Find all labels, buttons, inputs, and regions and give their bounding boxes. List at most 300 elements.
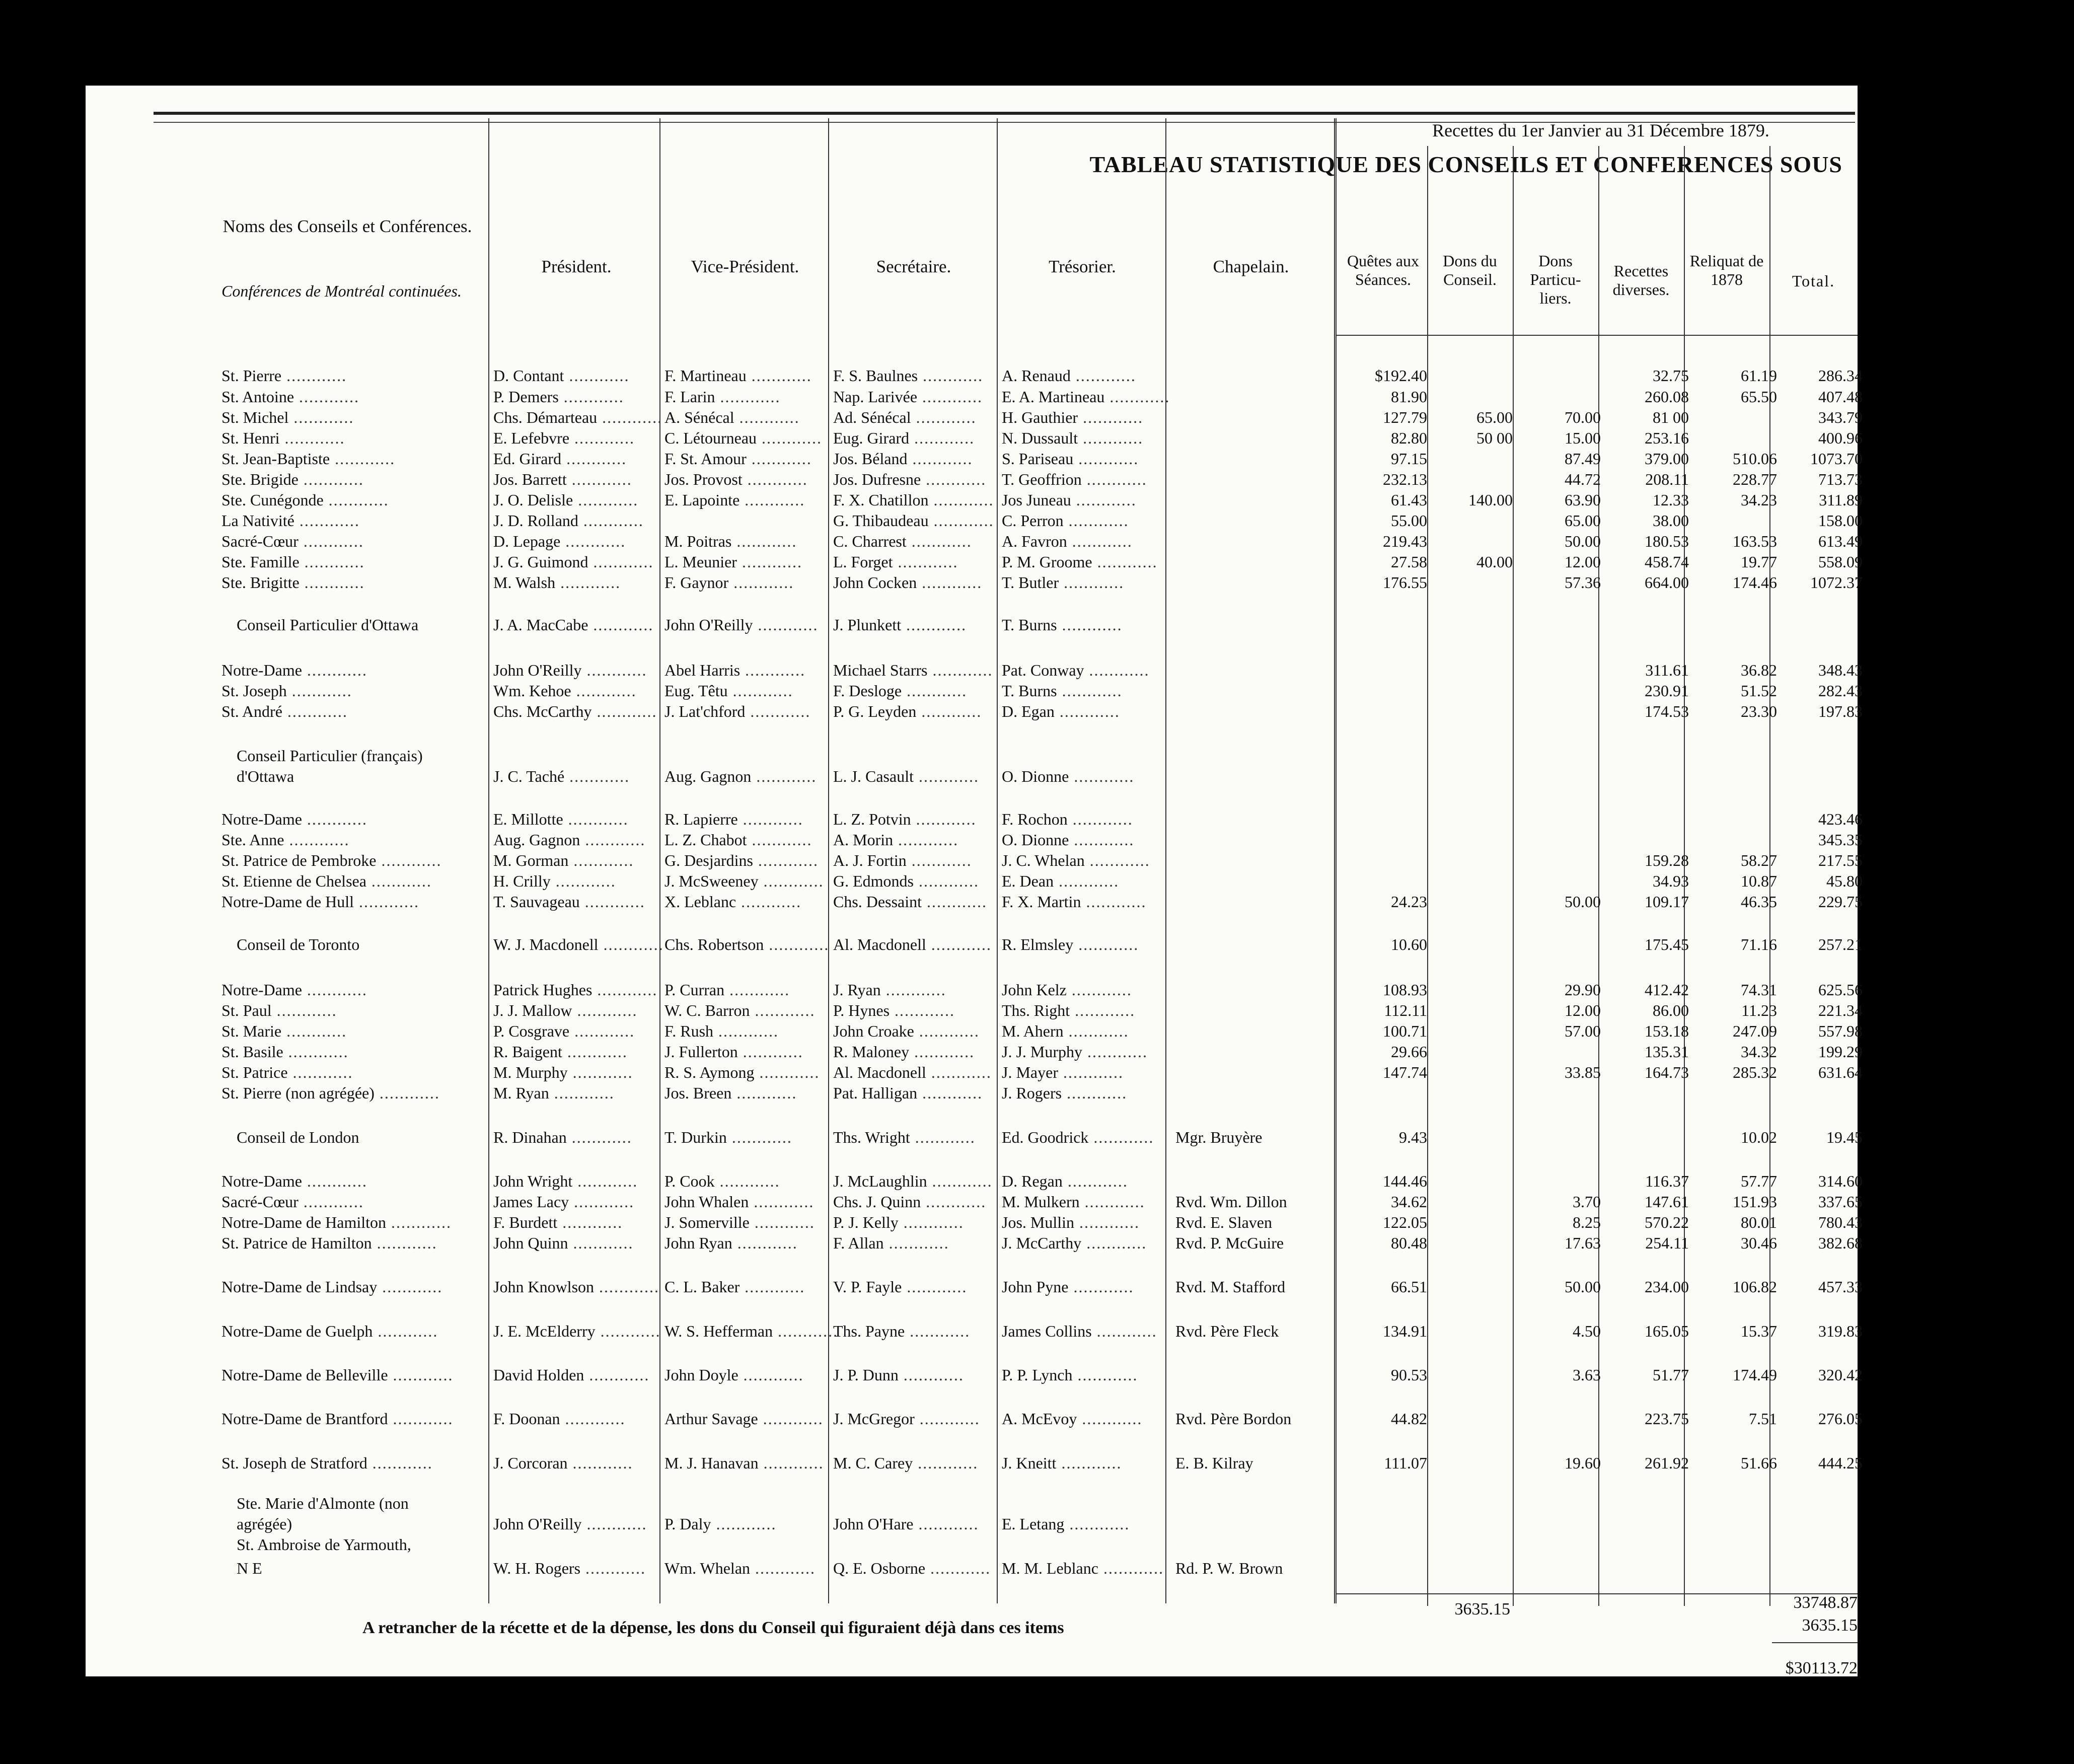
cell-r: 34.93 bbox=[1653, 872, 1689, 890]
cell-p: 57.00 bbox=[1565, 1022, 1601, 1040]
cell-l: 7.51 bbox=[1749, 1410, 1777, 1428]
cell-sec: Ad. Sénécal ............ bbox=[833, 408, 977, 426]
leader-dots: ............ bbox=[746, 366, 812, 385]
leader-dots: ............ bbox=[287, 1063, 353, 1081]
leader-dots: ............ bbox=[1062, 1172, 1128, 1190]
leader-dots: ............ bbox=[738, 1366, 804, 1384]
leader-dots: ............ bbox=[1104, 388, 1170, 406]
cell-q: 147.74 bbox=[1383, 1063, 1427, 1081]
cell-sec: L. Z. Potvin ............ bbox=[833, 810, 977, 828]
cell-name: Notre-Dame ............ bbox=[221, 810, 367, 828]
table-row bbox=[151, 448, 1863, 469]
leader-dots: ............ bbox=[569, 429, 635, 447]
cell-vp: F. Gaynor ............ bbox=[664, 573, 794, 592]
leader-dots: ............ bbox=[580, 831, 646, 849]
cell-l: 15.37 bbox=[1741, 1322, 1777, 1340]
cell-pres: J. Corcoran ............ bbox=[493, 1454, 633, 1472]
cell-tre: Pat. Conway ............ bbox=[1002, 661, 1150, 679]
leader-dots: ............ bbox=[1057, 616, 1123, 634]
leader-dots: ............ bbox=[751, 767, 817, 785]
leader-dots: ............ bbox=[736, 553, 802, 571]
cell-name: St. Patrice ............ bbox=[221, 1063, 353, 1081]
cell-tre: J. C. Whelan ............ bbox=[1002, 851, 1150, 869]
leader-dots: ............ bbox=[758, 1454, 824, 1472]
cell-sec: P. G. Leyden ............ bbox=[833, 702, 982, 720]
cell-q: 134.91 bbox=[1383, 1322, 1427, 1340]
leader-dots: ............ bbox=[584, 1366, 650, 1384]
cell-pres: D. Lepage ............ bbox=[493, 532, 626, 550]
table-row bbox=[151, 1408, 1863, 1429]
leader-dots: ............ bbox=[909, 1043, 975, 1061]
leader-dots: ............ bbox=[913, 767, 979, 785]
leader-dots: ............ bbox=[734, 408, 800, 426]
leader-dots: ............ bbox=[1084, 851, 1150, 869]
cell-sec: J. P. Dunn ............ bbox=[833, 1366, 964, 1384]
cell-r: 51.77 bbox=[1653, 1366, 1689, 1384]
cell-t: 625.56 bbox=[1818, 981, 1863, 999]
cell-tre: M. M. Leblanc ............ bbox=[1002, 1559, 1164, 1577]
cell-t: 197.83 bbox=[1818, 702, 1863, 720]
cell-sec: J. McGregor ............ bbox=[833, 1410, 980, 1428]
cell-name: St. Henri ............ bbox=[221, 429, 345, 447]
cell-t: 337.65 bbox=[1818, 1193, 1863, 1211]
cell-name: Notre-Dame de Hull ............ bbox=[221, 893, 420, 911]
leader-dots: ............ bbox=[388, 1410, 454, 1428]
leader-dots: ............ bbox=[568, 1234, 634, 1252]
cell-t: 400.96 bbox=[1818, 429, 1863, 447]
leader-dots: ............ bbox=[567, 1454, 633, 1472]
cell-name: Ste. Marie d'Almonte (non bbox=[237, 1494, 409, 1512]
leader-dots: ............ bbox=[726, 1128, 792, 1146]
cell-l: 51.66 bbox=[1741, 1454, 1777, 1472]
leader-dots: ............ bbox=[294, 388, 360, 406]
cell-name: St. Patrice de Hamilton ............ bbox=[221, 1234, 437, 1252]
cell-pres: David Holden ............ bbox=[493, 1366, 650, 1384]
cell-tre: O. Dionne ............ bbox=[1002, 767, 1135, 785]
cell-t: 444.25 bbox=[1818, 1454, 1863, 1472]
cell-t: 311.89 bbox=[1819, 491, 1863, 509]
leader-dots: ............ bbox=[569, 1022, 635, 1040]
cell-sec: C. Charrest ............ bbox=[833, 532, 972, 550]
table-row bbox=[151, 1082, 1863, 1104]
cell-l: 65.50 bbox=[1741, 388, 1777, 406]
cell-t: 343.79 bbox=[1818, 408, 1863, 426]
cell-pres: M. Gorman ............ bbox=[493, 851, 634, 869]
cell-p: 70.00 bbox=[1565, 408, 1601, 426]
cell-sec: Chs. J. Quinn ............ bbox=[833, 1193, 987, 1211]
table-row bbox=[151, 766, 1863, 787]
cell-tre: Ed. Goodrick ............ bbox=[1002, 1128, 1154, 1146]
cell-tre: T. Burns ............ bbox=[1002, 682, 1123, 700]
leader-dots: ............ bbox=[1091, 1322, 1157, 1340]
cell-l: 247.09 bbox=[1733, 1022, 1777, 1040]
cell-r: 311.61 bbox=[1645, 661, 1689, 679]
cell-t: 282.43 bbox=[1818, 682, 1863, 700]
leader-dots: ............ bbox=[1062, 1084, 1128, 1102]
header-quetes: Quêtes aux Séances. bbox=[1347, 252, 1420, 288]
cell-sec: Al. Macdonell ............ bbox=[833, 1063, 992, 1081]
cell-t: 631.64 bbox=[1818, 1063, 1863, 1081]
cell-t: 1073.70 bbox=[1810, 450, 1863, 468]
leader-dots: ............ bbox=[572, 1001, 638, 1019]
cell-l: 74.31 bbox=[1741, 981, 1777, 999]
table-row bbox=[151, 1534, 1863, 1555]
cell-vp: W. S. Hefferman ............ bbox=[664, 1322, 839, 1340]
cell-pres: Patrick Hughes ............ bbox=[493, 981, 658, 999]
leader-dots: ............ bbox=[742, 470, 808, 488]
table-row bbox=[151, 891, 1863, 912]
leader-dots: ............ bbox=[732, 1234, 798, 1252]
cell-pres: H. Crilly ............ bbox=[493, 872, 616, 890]
cell-tre: D. Egan ............ bbox=[1002, 702, 1120, 720]
cell-r: 230.91 bbox=[1645, 682, 1689, 700]
leader-dots: ............ bbox=[916, 702, 982, 720]
leader-dots: ............ bbox=[302, 981, 367, 999]
leader-dots: ............ bbox=[902, 682, 968, 700]
cell-pres: J. A. MacCabe ............ bbox=[493, 616, 654, 634]
deduction-total: 3635.15 bbox=[1802, 1616, 1858, 1635]
cell-name: Notre-Dame ............ bbox=[221, 981, 367, 999]
leader-dots: ............ bbox=[1064, 1515, 1130, 1533]
leader-dots: ............ bbox=[921, 1193, 987, 1211]
cell-q: 10.60 bbox=[1391, 935, 1427, 953]
header-secretaire: Secrétaire. bbox=[876, 257, 951, 276]
leader-dots: ............ bbox=[566, 470, 632, 488]
cell-d: 140.00 bbox=[1468, 491, 1513, 509]
leader-dots: ............ bbox=[569, 1193, 635, 1211]
cell-sec: F. Allan ............ bbox=[833, 1234, 949, 1252]
leader-dots: ............ bbox=[758, 872, 824, 890]
cell-p: 3.70 bbox=[1573, 1193, 1601, 1211]
cell-q: 80.48 bbox=[1391, 1234, 1427, 1252]
table-row bbox=[151, 572, 1863, 593]
cell-vp: L. Meunier ............ bbox=[664, 553, 802, 571]
leader-dots: ............ bbox=[286, 682, 352, 700]
cell-p: 33.85 bbox=[1565, 1063, 1601, 1081]
leader-dots: ............ bbox=[302, 661, 367, 679]
cell-vp: R. Lapierre ............ bbox=[664, 810, 803, 828]
cell-r: 81 00 bbox=[1653, 408, 1689, 426]
leader-dots: ............ bbox=[902, 1278, 968, 1296]
leader-dots: ............ bbox=[595, 1322, 661, 1340]
cell-vp: F. Larin ............ bbox=[664, 388, 781, 406]
table-row bbox=[151, 1041, 1863, 1062]
leader-dots: ............ bbox=[928, 511, 994, 530]
cell-name: Notre-Dame de Brantford ............ bbox=[221, 1410, 454, 1428]
cell-name: N E bbox=[237, 1559, 262, 1577]
cell-r: 175.45 bbox=[1645, 935, 1689, 953]
cell-sec: F. S. Baulnes ............ bbox=[833, 366, 984, 385]
leader-dots: ............ bbox=[388, 1366, 454, 1384]
leader-dots: ............ bbox=[566, 1128, 632, 1146]
cell-r: 261.92 bbox=[1645, 1454, 1689, 1472]
cell-vp: P. Curran ............ bbox=[664, 981, 790, 999]
table-row bbox=[151, 551, 1863, 572]
cell-pres: Chs. McCarthy ............ bbox=[493, 702, 657, 720]
cell-tre: J. Rogers ............ bbox=[1002, 1084, 1128, 1102]
cell-pres: J. E. McElderry ............ bbox=[493, 1322, 661, 1340]
cell-name: St. Joseph ............ bbox=[221, 682, 352, 700]
leader-dots: ............ bbox=[367, 1454, 433, 1472]
table-row bbox=[151, 1170, 1863, 1192]
cell-tre: D. Regan ............ bbox=[1002, 1172, 1128, 1190]
cell-t: 780.43 bbox=[1818, 1213, 1863, 1231]
cell-sec: John O'Hare ............ bbox=[833, 1515, 979, 1533]
leader-dots: ............ bbox=[906, 851, 972, 869]
cell-p: 12.00 bbox=[1565, 553, 1601, 571]
cell-l: 57.77 bbox=[1741, 1172, 1777, 1190]
leader-dots: ............ bbox=[927, 1172, 993, 1190]
net-total: $30113.72 bbox=[1785, 1659, 1858, 1677]
cell-vp: L. Z. Chabot ............ bbox=[664, 831, 812, 849]
cell-cha: Rd. P. W. Brown bbox=[1175, 1559, 1283, 1577]
cell-t: 457.33 bbox=[1818, 1278, 1863, 1296]
cell-cha: Rvd. E. Slaven bbox=[1175, 1213, 1272, 1231]
leader-dots: ............ bbox=[298, 1193, 364, 1211]
leader-dots: ............ bbox=[753, 616, 819, 634]
cell-t: 319.83 bbox=[1818, 1322, 1863, 1340]
cell-pres: Ed. Girard ............ bbox=[493, 450, 627, 468]
cell-l: 61.19 bbox=[1741, 366, 1777, 385]
cell-r: 147.61 bbox=[1645, 1193, 1689, 1211]
leader-dots: ............ bbox=[592, 981, 658, 999]
leader-dots: ............ bbox=[555, 573, 621, 592]
cell-d: 50 00 bbox=[1476, 429, 1513, 447]
leader-dots: ............ bbox=[911, 810, 977, 828]
leader-dots: ............ bbox=[376, 851, 442, 869]
cell-name: St. Paul ............ bbox=[221, 1001, 337, 1019]
cell-tre: John Kelz ............ bbox=[1002, 981, 1132, 999]
table-row bbox=[151, 829, 1863, 850]
leader-dots: ............ bbox=[922, 893, 987, 911]
leader-dots: ............ bbox=[758, 1410, 824, 1428]
cell-name: Ste. Anne ............ bbox=[221, 831, 350, 849]
cell-sec: L. J. Casault ............ bbox=[833, 767, 979, 785]
grand-total: 33748.87 bbox=[1793, 1593, 1858, 1612]
cell-l: 285.32 bbox=[1733, 1063, 1777, 1081]
cell-pres: John Quinn ............ bbox=[493, 1234, 634, 1252]
cell-name: St. André ............ bbox=[221, 702, 348, 720]
cell-name: Notre-Dame ............ bbox=[221, 1172, 367, 1190]
leader-dots: ............ bbox=[598, 935, 664, 953]
cell-sec: A. J. Fortin ............ bbox=[833, 851, 972, 869]
leader-dots: ............ bbox=[1098, 1559, 1164, 1577]
leader-dots: ............ bbox=[757, 429, 823, 447]
cell-l: 174.46 bbox=[1733, 573, 1777, 592]
cell-pres: James Lacy ............ bbox=[493, 1193, 635, 1211]
cell-sec: G. Thibaudeau ............ bbox=[833, 511, 994, 530]
leader-dots: ............ bbox=[914, 1410, 980, 1428]
leader-dots: ............ bbox=[749, 1193, 814, 1211]
cell-t: 407.48 bbox=[1818, 388, 1863, 406]
cell-name: Notre-Dame de Belleville ............ bbox=[221, 1366, 454, 1384]
leader-dots: ............ bbox=[1074, 1213, 1140, 1231]
cell-sec: P. J. Kelly ............ bbox=[833, 1213, 964, 1231]
header-underline bbox=[1337, 335, 1858, 336]
cell-p: 63.90 bbox=[1565, 491, 1601, 509]
table-row bbox=[151, 1127, 1863, 1148]
table-row bbox=[151, 386, 1863, 407]
leader-dots: ............ bbox=[728, 573, 794, 592]
cell-vp: W. C. Barron ............ bbox=[664, 1001, 816, 1019]
cell-r: 254.11 bbox=[1645, 1234, 1689, 1252]
header-recettes-diverses: Recettes diverses. bbox=[1612, 262, 1670, 299]
cell-tre: E. Letang ............ bbox=[1002, 1515, 1130, 1533]
leader-dots: ............ bbox=[294, 511, 360, 530]
cell-t: 382.68 bbox=[1818, 1234, 1863, 1252]
cell-pres: Chs. Démarteau ............ bbox=[493, 408, 663, 426]
cell-sec: M. C. Carey ............ bbox=[833, 1454, 979, 1472]
leader-dots: ............ bbox=[754, 1063, 820, 1081]
leader-dots: ............ bbox=[591, 702, 657, 720]
cell-t: 558.09 bbox=[1818, 553, 1863, 571]
header-vice-president: Vice-Président. bbox=[691, 257, 799, 276]
cell-sec: Ths. Wright ............ bbox=[833, 1128, 976, 1146]
cell-vp: John Doyle ............ bbox=[664, 1366, 804, 1384]
leader-dots: ............ bbox=[558, 388, 624, 406]
cell-p: 3.63 bbox=[1573, 1366, 1601, 1384]
leader-dots: ............ bbox=[1088, 1128, 1154, 1146]
cell-l: 36.82 bbox=[1741, 661, 1777, 679]
leader-dots: ............ bbox=[1073, 450, 1139, 468]
cell-t: 1072.37 bbox=[1810, 573, 1863, 592]
leader-dots: ............ bbox=[913, 1515, 979, 1533]
cell-t: 320.42 bbox=[1818, 1366, 1863, 1384]
cell-tre: John Pyne ............ bbox=[1002, 1278, 1134, 1296]
leader-dots: ............ bbox=[323, 491, 389, 509]
cell-name: Conseil Particulier d'Ottawa bbox=[237, 616, 419, 634]
header-chapelain: Chapelain. bbox=[1213, 257, 1289, 276]
leader-dots: ............ bbox=[373, 1322, 438, 1340]
table-row bbox=[151, 659, 1863, 681]
cell-t: 158.00 bbox=[1818, 511, 1863, 530]
leader-dots: ............ bbox=[907, 450, 973, 468]
cell-t: 348.43 bbox=[1818, 661, 1863, 679]
cell-d: 65.00 bbox=[1476, 408, 1513, 426]
cell-tre: M. Mulkern ............ bbox=[1002, 1193, 1145, 1211]
cell-r: 153.18 bbox=[1645, 1022, 1689, 1040]
cell-vp: P. Cook ............ bbox=[664, 1172, 780, 1190]
table-row bbox=[151, 1232, 1863, 1254]
leader-dots: ............ bbox=[377, 1278, 443, 1296]
cell-t: 199.29 bbox=[1818, 1043, 1863, 1061]
leader-dots: ............ bbox=[764, 935, 830, 953]
cell-r: 165.05 bbox=[1645, 1322, 1689, 1340]
leader-dots: ............ bbox=[1081, 470, 1147, 488]
cell-pres: E. Lefebvre ............ bbox=[493, 429, 635, 447]
cell-q: 9.43 bbox=[1399, 1128, 1427, 1146]
cell-sec: R. Maloney ............ bbox=[833, 1043, 975, 1061]
cell-r: 164.73 bbox=[1645, 1063, 1689, 1081]
table-row bbox=[151, 469, 1863, 490]
cell-name: agrégée) bbox=[237, 1515, 292, 1533]
cell-t: 713.73 bbox=[1818, 470, 1863, 488]
leader-dots: ............ bbox=[302, 810, 367, 828]
cell-name: St. Etienne de Chelsea ............ bbox=[221, 872, 432, 890]
cell-r: 253.16 bbox=[1645, 429, 1689, 447]
leader-dots: ............ bbox=[564, 366, 630, 385]
leader-dots: ............ bbox=[560, 1410, 626, 1428]
leader-dots: ............ bbox=[917, 388, 983, 406]
cell-p: 17.63 bbox=[1565, 1234, 1601, 1252]
cell-sec: F. X. Chatillon ............ bbox=[833, 491, 994, 509]
leader-dots: ............ bbox=[906, 532, 972, 550]
leader-dots: ............ bbox=[747, 831, 812, 849]
leader-dots: ............ bbox=[928, 491, 994, 509]
leader-dots: ............ bbox=[366, 872, 432, 890]
cell-sec: J. Ryan ............ bbox=[833, 981, 946, 999]
leader-dots: ............ bbox=[354, 893, 420, 911]
leader-dots: ............ bbox=[921, 470, 987, 488]
cell-vp: Abel Harris ............ bbox=[664, 661, 806, 679]
cell-r: 180.53 bbox=[1645, 532, 1689, 550]
page-title: TABLEAU STATISTIQUE DES CONSEILS ET CONFERENCES SOUS bbox=[1089, 152, 1842, 177]
leader-dots: ............ bbox=[1056, 1454, 1122, 1472]
cell-r: 412.42 bbox=[1645, 981, 1689, 999]
leader-dots: ............ bbox=[731, 532, 797, 550]
cell-q: 34.62 bbox=[1391, 1193, 1427, 1211]
cell-tre: Jos. Mullin ............ bbox=[1002, 1213, 1140, 1231]
leader-dots: ............ bbox=[281, 1022, 347, 1040]
dons-conseil-total: 3635.15 bbox=[1454, 1600, 1510, 1619]
leader-dots: ............ bbox=[550, 872, 616, 890]
leader-dots: ............ bbox=[372, 1234, 437, 1252]
leader-dots: ............ bbox=[711, 1515, 777, 1533]
leader-dots: ............ bbox=[560, 532, 626, 550]
cell-d: 40.00 bbox=[1476, 553, 1513, 571]
cell-pres: Aug. Gagnon ............ bbox=[493, 831, 646, 849]
leader-dots: ............ bbox=[386, 1213, 452, 1231]
cell-sec: Q. E. Osborne ............ bbox=[833, 1559, 991, 1577]
leader-dots: ............ bbox=[302, 1172, 367, 1190]
cell-vp: J. Lat'chford ............ bbox=[664, 702, 811, 720]
cell-cha: Rvd. Père Bordon bbox=[1175, 1410, 1292, 1428]
cell-pres: M. Ryan ............ bbox=[493, 1084, 615, 1102]
table-row bbox=[151, 1062, 1863, 1083]
cell-vp: F. Rush ............ bbox=[664, 1022, 779, 1040]
leader-dots: ............ bbox=[1054, 872, 1120, 890]
cell-t: 345.35 bbox=[1818, 831, 1863, 849]
cell-name: Sacré-Cœur ............ bbox=[221, 532, 364, 550]
cell-r: 135.31 bbox=[1645, 1043, 1689, 1061]
header-noms-sub: Conférences de Montréal continuées. bbox=[221, 282, 462, 300]
table-row bbox=[151, 614, 1863, 635]
cell-l: 228.77 bbox=[1733, 470, 1777, 488]
table-row bbox=[151, 1364, 1863, 1385]
cell-pres: J. D. Rolland ............ bbox=[493, 511, 644, 530]
leader-dots: ............ bbox=[905, 1322, 971, 1340]
cell-pres: D. Contant ............ bbox=[493, 366, 630, 385]
cell-r: 12.33 bbox=[1653, 491, 1689, 509]
leader-dots: ............ bbox=[564, 767, 630, 785]
leader-dots: ............ bbox=[773, 1322, 839, 1340]
leader-dots: ............ bbox=[1063, 1022, 1129, 1040]
leader-dots: ............ bbox=[563, 810, 629, 828]
leader-dots: ............ bbox=[893, 553, 958, 571]
cell-pres: John O'Reilly ............ bbox=[493, 1515, 647, 1533]
table-row bbox=[151, 427, 1863, 449]
cell-name: d'Ottawa bbox=[237, 767, 294, 785]
leader-dots: ............ bbox=[925, 1559, 991, 1577]
leader-dots: ............ bbox=[890, 1001, 955, 1019]
cell-tre: N. Dussault ............ bbox=[1002, 429, 1144, 447]
table-row bbox=[151, 489, 1863, 510]
cell-t: 229.75 bbox=[1818, 893, 1863, 911]
leader-dots: ............ bbox=[909, 429, 975, 447]
cell-p: 15.00 bbox=[1565, 429, 1601, 447]
leader-dots: ............ bbox=[880, 981, 946, 999]
leader-dots: ............ bbox=[581, 661, 647, 679]
